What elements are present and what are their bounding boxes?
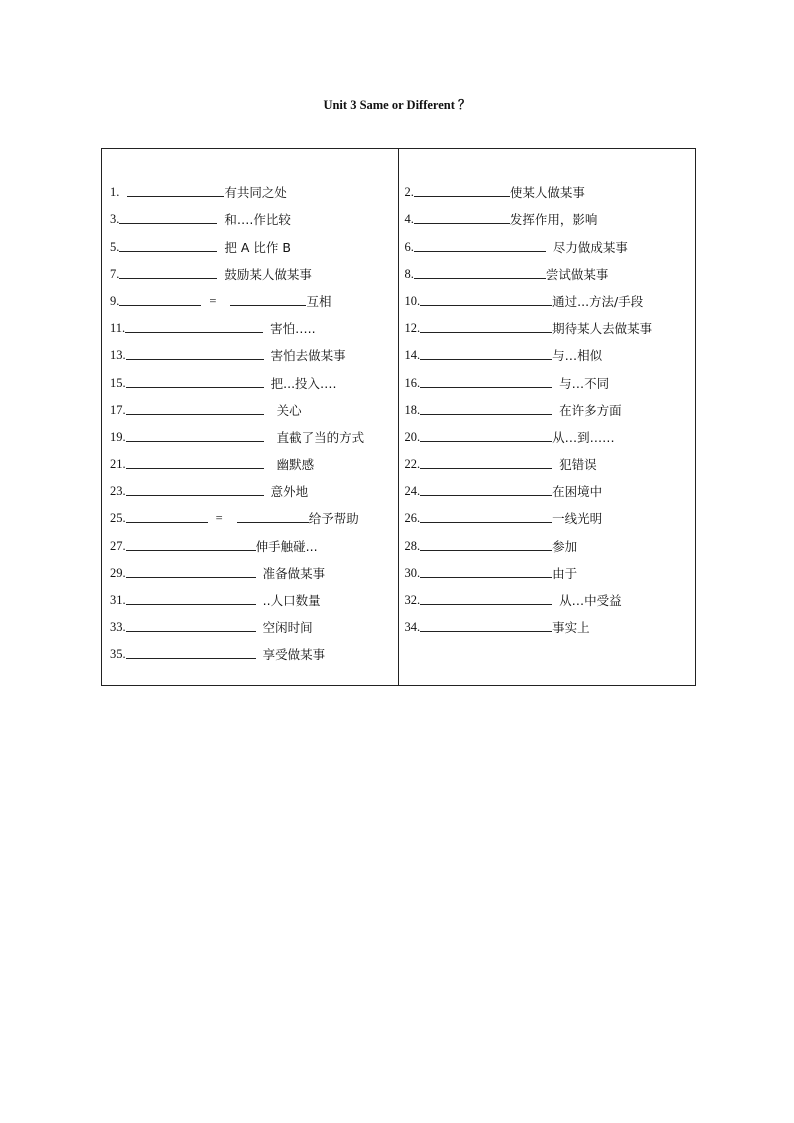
exercise-row — [110, 282, 398, 309]
answer-blank[interactable] — [420, 603, 552, 605]
answer-blank[interactable] — [126, 467, 264, 469]
answer-blank[interactable] — [420, 549, 552, 551]
chinese-meaning: 从…中受益 — [559, 593, 622, 608]
exercise-row — [405, 581, 696, 608]
answer-blank[interactable] — [414, 277, 546, 279]
answer-blank[interactable] — [230, 304, 306, 306]
item-number: 5. — [110, 239, 120, 254]
chinese-meaning: 给予帮助 — [308, 511, 359, 527]
chinese-meaning: 直截了当的方式 — [276, 429, 365, 445]
exercise-row — [110, 472, 398, 499]
item-number: 25. — [110, 511, 126, 526]
answer-blank[interactable] — [127, 195, 224, 197]
item-number: 17. — [110, 402, 126, 417]
answer-blank[interactable] — [126, 494, 264, 496]
chinese-meaning: 害怕….. — [270, 321, 316, 337]
item-number: 29. — [110, 565, 126, 580]
chinese-meaning: 期待某人去做某事 — [552, 321, 653, 337]
chinese-meaning: 关心 — [276, 402, 302, 418]
right-column — [399, 149, 696, 685]
chinese-meaning: 准备做某事 — [262, 565, 326, 581]
answer-blank[interactable] — [420, 467, 552, 469]
item-number: 9. — [110, 293, 120, 308]
answer-blank[interactable] — [119, 304, 201, 306]
item-number: 3. — [110, 212, 120, 227]
item-number: 21. — [110, 457, 126, 472]
exercise-row — [405, 309, 696, 336]
answer-blank[interactable] — [420, 386, 552, 388]
answer-blank[interactable] — [126, 657, 256, 659]
exercise-row — [405, 363, 696, 390]
exercise-row — [110, 391, 398, 418]
item-number: 11. — [110, 321, 126, 336]
exercise-row — [110, 581, 398, 608]
equals-sign: = — [215, 511, 223, 526]
chinese-meaning: 把 A 比作 B — [224, 239, 291, 255]
exercise-row — [405, 200, 696, 227]
answer-blank[interactable] — [237, 521, 309, 523]
chinese-meaning: 一线光明 — [552, 511, 603, 527]
exercise-row — [405, 472, 696, 499]
item-number: 28. — [404, 538, 421, 553]
exercise-row — [405, 336, 696, 363]
chinese-meaning: 享受做某事 — [262, 647, 326, 663]
chinese-meaning: 使某人做某事 — [509, 185, 585, 201]
exercise-row — [405, 227, 696, 254]
item-number: 1. — [110, 185, 120, 200]
answer-blank[interactable] — [126, 630, 256, 632]
chinese-meaning: 有共同之处 — [224, 185, 287, 201]
item-number: 2. — [404, 185, 414, 200]
page-title: Unit 3 Same or Different ？ — [323, 98, 471, 112]
answer-blank[interactable] — [126, 521, 208, 523]
answer-blank[interactable] — [126, 358, 264, 360]
exercise-row — [405, 391, 696, 418]
answer-blank[interactable] — [126, 440, 264, 442]
left-column — [102, 149, 399, 685]
answer-blank[interactable] — [420, 576, 552, 578]
answer-blank[interactable] — [119, 277, 217, 279]
exercise-row — [110, 499, 398, 526]
answer-blank[interactable] — [420, 331, 552, 333]
chinese-meaning: 与…不同 — [559, 375, 610, 391]
item-number: 4. — [404, 212, 414, 227]
item-number: 16. — [404, 375, 421, 390]
chinese-meaning: ..人口数量 — [262, 593, 321, 608]
chinese-meaning: 伸手触碰... — [255, 538, 318, 554]
equals-sign: = — [209, 293, 217, 308]
exercise-row — [110, 309, 398, 336]
exercise-row — [110, 227, 398, 254]
answer-blank[interactable] — [119, 250, 217, 252]
chinese-meaning: 和….作比较 — [224, 212, 291, 228]
chinese-meaning: 事实上 — [552, 620, 590, 636]
answer-blank[interactable] — [126, 549, 256, 551]
item-number: 22. — [404, 457, 421, 472]
exercise-row — [110, 336, 398, 363]
item-number: 32. — [404, 593, 421, 607]
exercise-row — [405, 608, 696, 635]
item-number: 34. — [404, 620, 421, 635]
item-number: 33. — [110, 620, 126, 635]
chinese-meaning: 空闲时间 — [262, 620, 313, 636]
item-number: 7. — [110, 266, 120, 281]
exercise-row — [110, 608, 398, 635]
answer-blank[interactable] — [420, 630, 552, 632]
exercise-row — [110, 554, 398, 581]
chinese-meaning: 从…到…… — [552, 429, 615, 445]
answer-blank[interactable] — [420, 521, 552, 523]
chinese-meaning: 通过...方法/手段 — [552, 293, 644, 309]
item-number: 18. — [404, 402, 421, 417]
exercise-row — [110, 363, 398, 390]
answer-blank[interactable] — [126, 413, 264, 415]
chinese-meaning: 参加 — [552, 538, 578, 554]
exercise-row — [110, 635, 398, 662]
chinese-meaning: 害怕去做某事 — [270, 348, 346, 364]
item-number: 23. — [110, 484, 126, 499]
chinese-meaning: 在困境中 — [552, 484, 603, 500]
answer-blank[interactable] — [119, 222, 217, 224]
chinese-meaning: 犯错误 — [559, 457, 597, 473]
chinese-meaning: 与…相似 — [552, 348, 603, 364]
chinese-meaning: 互相 — [306, 293, 332, 309]
chinese-meaning: 发挥作用，影响 — [509, 212, 598, 228]
chinese-meaning: 把...投入…. — [270, 375, 337, 391]
answer-blank[interactable] — [126, 603, 256, 605]
exercise-row — [405, 526, 696, 553]
vocabulary-table — [101, 148, 696, 686]
answer-blank[interactable] — [126, 386, 264, 388]
item-number: 27. — [110, 538, 126, 553]
chinese-meaning: 幽默感 — [276, 457, 315, 473]
exercise-row — [405, 255, 696, 282]
answer-blank[interactable] — [126, 576, 256, 578]
chinese-meaning: 由于 — [552, 565, 578, 581]
item-number: 14. — [404, 348, 421, 363]
item-number: 26. — [404, 511, 421, 526]
exercise-row — [405, 418, 696, 445]
exercise-row — [405, 282, 696, 309]
exercise-row — [405, 445, 696, 472]
exercise-row — [405, 499, 696, 526]
answer-blank[interactable] — [420, 440, 552, 442]
chinese-meaning: 尽力做成某事 — [552, 239, 628, 255]
chinese-meaning: 意外地 — [270, 484, 309, 500]
answer-blank[interactable] — [414, 250, 546, 252]
item-number: 30. — [404, 565, 421, 580]
answer-blank[interactable] — [420, 494, 552, 496]
answer-blank[interactable] — [420, 304, 552, 306]
item-number: 19. — [110, 429, 126, 444]
item-number: 8. — [404, 266, 414, 281]
answer-blank[interactable] — [420, 358, 552, 360]
exercise-row — [110, 255, 398, 282]
item-number: 6. — [404, 239, 414, 254]
exercise-row — [405, 554, 696, 581]
chinese-meaning: 在许多方面 — [559, 402, 622, 418]
exercise-row — [110, 200, 398, 227]
answer-blank[interactable] — [125, 331, 263, 333]
exercise-row — [110, 173, 398, 200]
answer-blank[interactable] — [420, 413, 552, 415]
item-number: 24. — [404, 484, 421, 499]
exercise-row — [110, 418, 398, 445]
exercise-row — [110, 445, 398, 472]
exercise-row — [110, 526, 398, 553]
item-number: 13. — [110, 348, 126, 363]
item-number: 15. — [110, 375, 126, 390]
item-number: 12. — [404, 321, 421, 336]
chinese-meaning: 尝试做某事 — [545, 266, 609, 282]
item-number: 10. — [404, 293, 421, 308]
answer-blank[interactable] — [414, 195, 510, 197]
exercise-row — [405, 173, 696, 200]
item-number: 31. — [110, 593, 126, 607]
answer-blank[interactable] — [414, 222, 510, 224]
chinese-meaning: 鼓励某人做某事 — [224, 266, 312, 282]
item-number: 35. — [110, 647, 126, 662]
item-number: 20. — [404, 429, 421, 444]
